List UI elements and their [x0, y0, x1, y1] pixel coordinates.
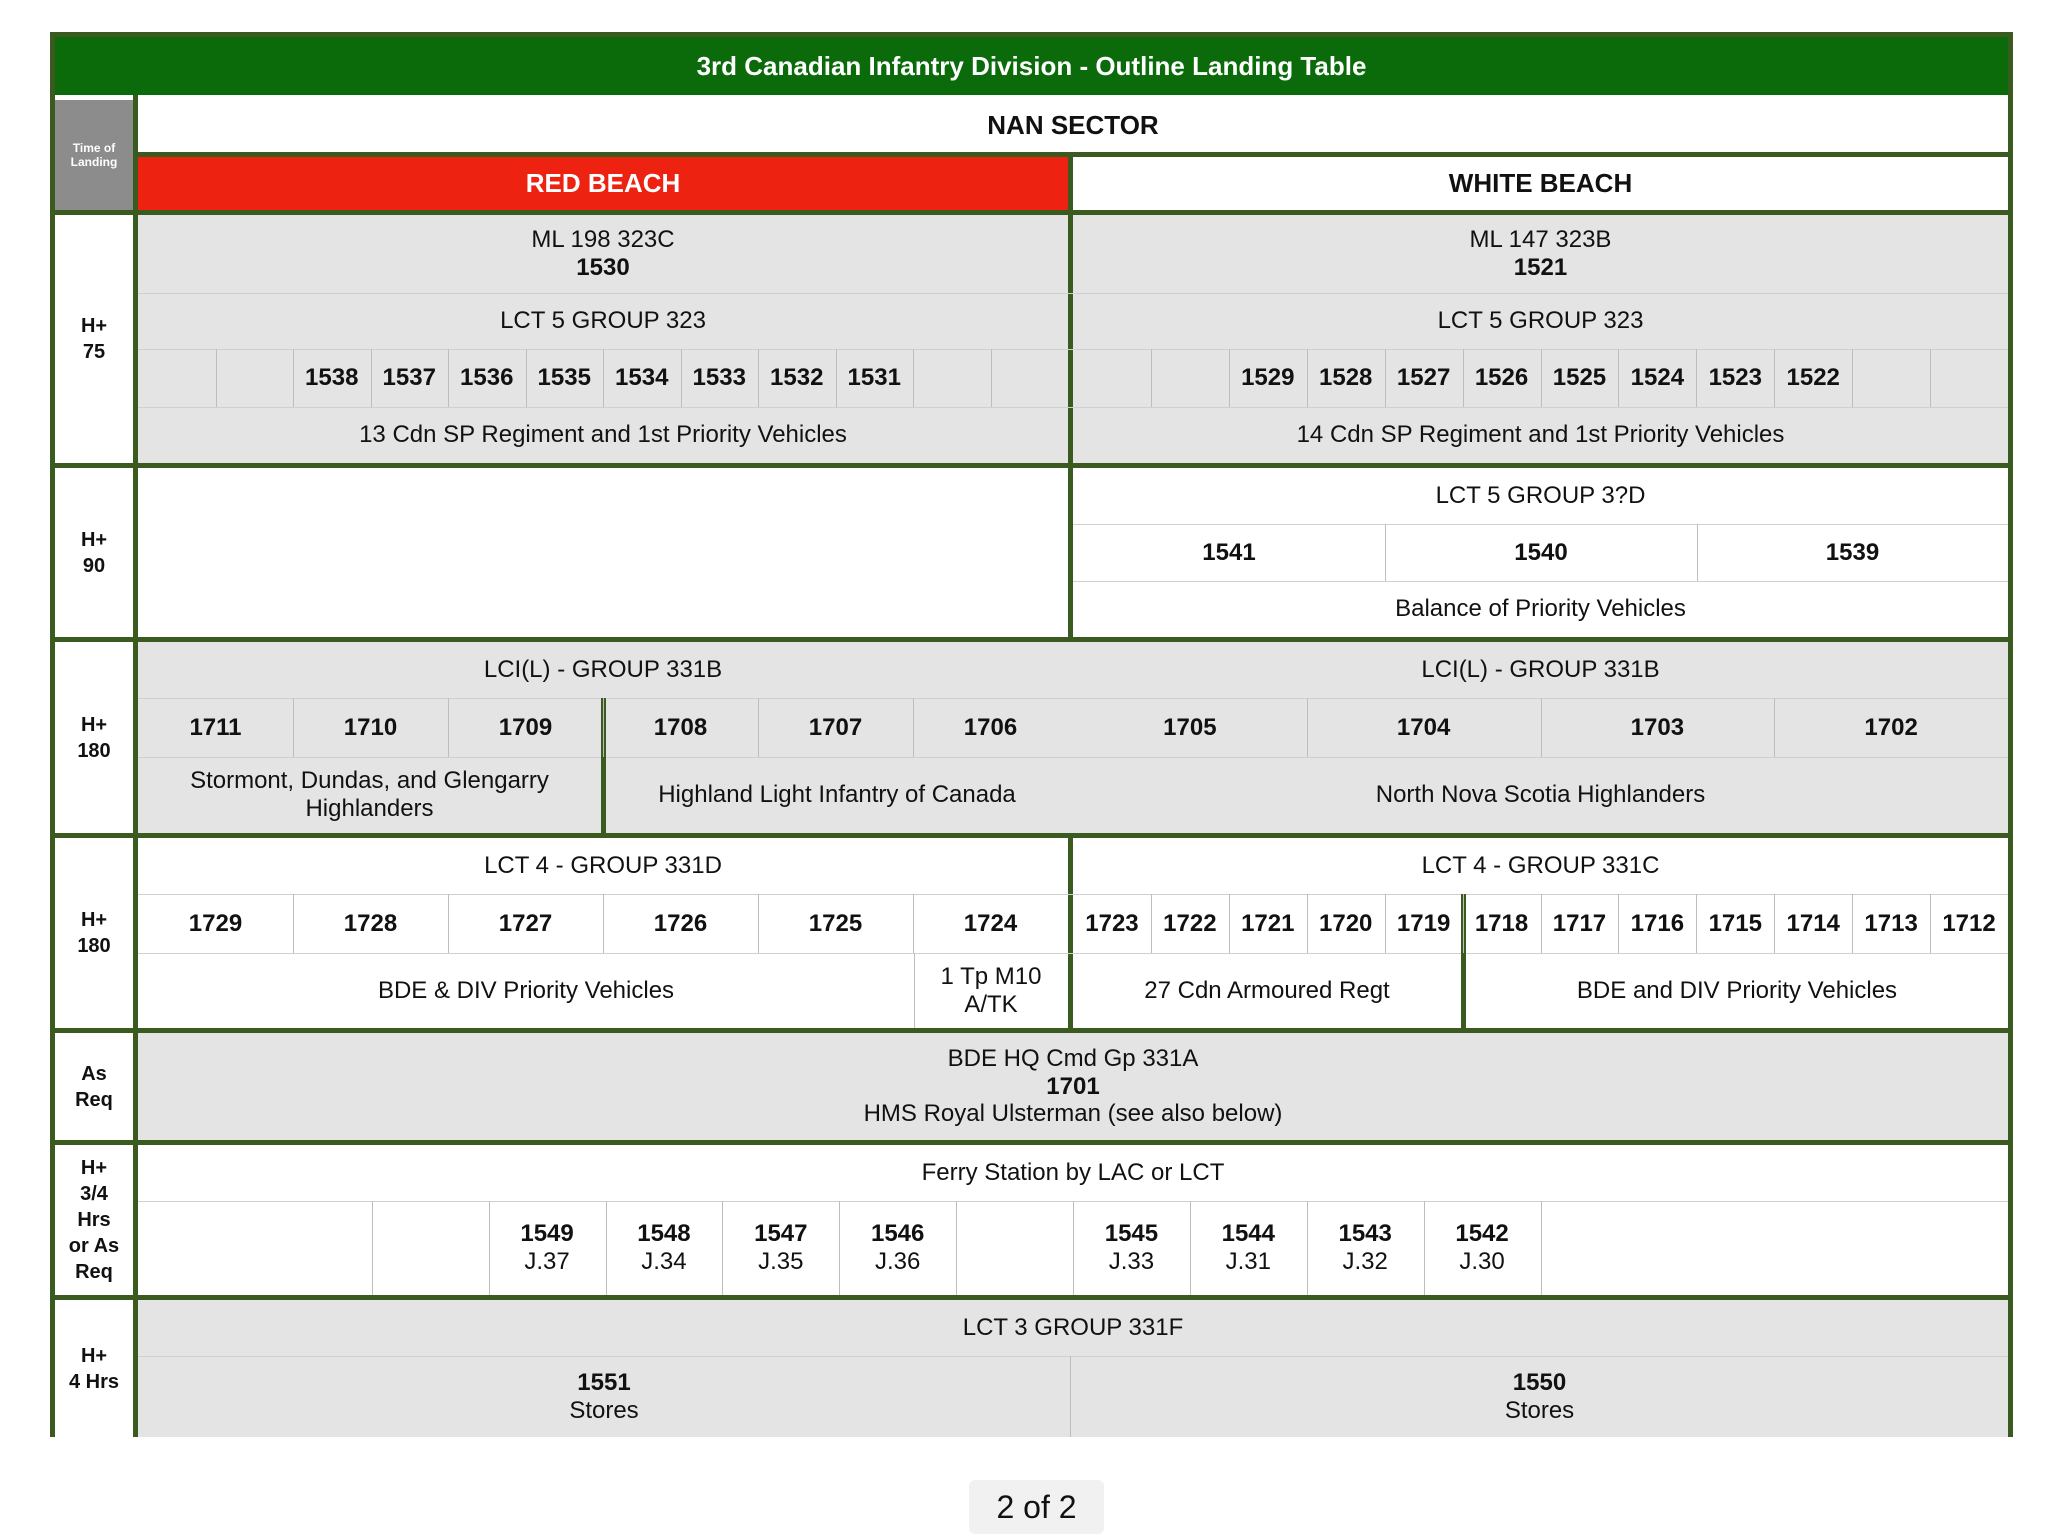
red-h180b-desc-right [914, 953, 1068, 1028]
h4-group [138, 1300, 2008, 1356]
white-h180b-group [1073, 838, 2008, 894]
empty-cell [138, 1201, 255, 1295]
hq-number: 1701 [1046, 1072, 1100, 1100]
red-h180b-desc-left [138, 953, 914, 1028]
ferry-cell [722, 1201, 839, 1295]
ferry-number: 1543 [1338, 1220, 1392, 1248]
empty-cell [1541, 1201, 1658, 1295]
red-h180a-group [138, 642, 1068, 698]
time-label: H+ 180 [77, 909, 111, 957]
desc-label: BDE & DIV Priority Vehicles [377, 976, 675, 1004]
stores-label: Stores [569, 1396, 639, 1424]
time-label: As Req [75, 1062, 113, 1111]
group-label: LCT 5 GROUP 323 [1437, 307, 1644, 335]
number-cell: 1525 [1552, 364, 1607, 392]
group-label: LCI(L) - GROUP 331B [1421, 656, 1660, 684]
empty-cell [372, 1201, 489, 1295]
time-of-landing-header: Time of Landing [55, 100, 133, 210]
number-cell: 1531 [847, 364, 901, 392]
number-cell: 1524 [1630, 364, 1685, 392]
number-cell: 1529 [1241, 364, 1295, 392]
number-cell: 1709 [498, 713, 553, 741]
desc-label: Balance of Priority Vehicles [1395, 595, 1686, 623]
group-label: LCI(L) - GROUP 331B [483, 656, 723, 684]
number-cell: 1716 [1630, 909, 1685, 937]
time-label: H+ 4 Hrs [68, 1344, 120, 1393]
sector-header [138, 100, 2008, 152]
table-title: 3rd Canadian Infantry Division - Outline Landing Table [55, 37, 2008, 95]
number-cell: 1704 [1396, 713, 1451, 741]
empty-cell [1657, 1201, 1774, 1295]
ferry-j: J.32 [1342, 1248, 1388, 1275]
desc-label: 1 Tp M10 [940, 962, 1042, 990]
group-label: LCT 4 - GROUP 331C [1421, 852, 1660, 880]
group-label: LCT 5 GROUP 3?D [1435, 482, 1646, 510]
ferry-j: J.35 [758, 1248, 804, 1275]
ferry-cell [606, 1201, 723, 1295]
hq-label: BDE HQ Cmd Gp 331A [947, 1045, 1199, 1073]
number-cell: 1541 [1202, 538, 1256, 566]
empty-cell [1852, 349, 1930, 407]
ferry-j: J.30 [1459, 1248, 1505, 1275]
ferry-number: 1547 [754, 1220, 808, 1248]
number-cell: 1535 [537, 364, 591, 392]
empty-cell [216, 349, 294, 407]
number-cell: 1533 [692, 364, 746, 392]
empty-cell [1774, 1201, 1891, 1295]
number-cell: 1727 [498, 909, 553, 937]
number-cell: 1526 [1474, 364, 1529, 392]
number-cell: 1702 [1864, 713, 1918, 741]
ferry-number: 1548 [637, 1220, 691, 1248]
stores-number: 1551 [577, 1368, 631, 1396]
number-cell: 1713 [1864, 909, 1918, 937]
empty-cell [255, 1201, 372, 1295]
time-as-req [55, 1033, 133, 1140]
number-cell: 1710 [343, 713, 398, 741]
time-label: H+ 3/4 Hrs or As Req [68, 1157, 120, 1283]
ferry-cell [1307, 1201, 1424, 1295]
white-desc-cell [1073, 407, 2008, 463]
time-h4 [55, 1300, 133, 1437]
ferry-j: J.31 [1225, 1248, 1271, 1275]
sector-label: NAN SECTOR [987, 110, 1159, 141]
number-cell: 1536 [460, 364, 514, 392]
ferry-j: J.34 [641, 1248, 687, 1275]
time-label: H+ 75 [80, 315, 108, 363]
empty-cell [913, 349, 991, 407]
hq-ship: HMS Royal Ulsterman (see also below) [863, 1100, 1283, 1128]
red-ml-cell [138, 215, 1068, 293]
ml-number: 1530 [576, 254, 630, 281]
time-h90 [55, 468, 133, 637]
time-label: H+ 90 [80, 528, 108, 577]
number-cell: 1705 [1163, 713, 1217, 741]
ferry-number: 1544 [1221, 1220, 1275, 1248]
desc-label: North Nova Scotia Highlanders [1375, 781, 1706, 809]
number-cell: 1720 [1319, 909, 1373, 937]
number-cell: 1703 [1630, 713, 1685, 741]
number-cell: 1718 [1474, 909, 1529, 937]
red-stores-cell [138, 1356, 1070, 1437]
number-cell: 1717 [1552, 909, 1607, 937]
white-stores-cell [1071, 1356, 2008, 1437]
time-h180-lci [55, 642, 133, 833]
desc-label: 13 Cdn SP Regiment and 1st Priority Vehicles [359, 421, 847, 449]
red-beach-label: RED BEACH [525, 167, 681, 198]
number-cell: 1721 [1241, 909, 1295, 937]
ferry-header [138, 1145, 2008, 1201]
ml-number: 1521 [1513, 254, 1568, 281]
white-h180b-desc-right [1466, 953, 2008, 1028]
number-cell: 1706 [963, 713, 1018, 741]
red-h180b-group [138, 838, 1068, 894]
red-beach-header [138, 157, 1068, 210]
white-h180a-group [1073, 642, 2008, 698]
white-h90-group [1073, 468, 2008, 524]
white-h180b-desc-left [1073, 953, 1461, 1028]
desc-label: Stormont, Dundas, and Glengarry Highlanders [190, 767, 549, 822]
number-cell: 1537 [382, 364, 436, 392]
ml-label: ML 147 323B [1469, 226, 1612, 254]
red-h180a-desc-right [606, 757, 1068, 833]
ferry-cell [489, 1201, 606, 1295]
desc-label: 27 Cdn Armoured Regt [1144, 976, 1390, 1004]
empty-cell [991, 349, 1069, 407]
number-cell: 1712 [1942, 909, 1996, 937]
number-cell: 1715 [1708, 909, 1762, 937]
landing-table [50, 32, 2013, 1437]
number-cell: 1726 [653, 909, 708, 937]
red-group-cell [138, 293, 1068, 349]
ferry-cell [1190, 1201, 1307, 1295]
time-h180-lct [55, 838, 133, 1028]
number-cell: 1725 [808, 909, 863, 937]
red-h90-empty [138, 468, 1068, 637]
number-cell: 1538 [305, 364, 359, 392]
number-cell: 1728 [343, 909, 398, 937]
ferry-number: 1549 [520, 1220, 574, 1248]
number-cell: 1714 [1786, 909, 1840, 937]
number-cell: 1722 [1163, 909, 1217, 937]
stores-label: Stores [1504, 1396, 1575, 1424]
empty-cell [956, 1201, 1073, 1295]
ferry-cell [1424, 1201, 1541, 1295]
number-cell: 1534 [615, 364, 669, 392]
ferry-cell [839, 1201, 956, 1295]
red-h180a-desc-left [138, 757, 601, 833]
red-desc-cell [138, 407, 1068, 463]
empty-cell [1073, 349, 1151, 407]
as-req-cell [138, 1033, 2008, 1140]
number-cell: 1711 [189, 713, 242, 741]
ferry-number: 1546 [870, 1220, 925, 1248]
ferry-cell [1073, 1201, 1190, 1295]
ferry-j: J.33 [1108, 1248, 1155, 1275]
stores-number: 1550 [1512, 1368, 1567, 1396]
desc-label: Highland Light Infantry of Canada [658, 781, 1016, 809]
number-cell: 1708 [653, 713, 708, 741]
number-cell: 1532 [770, 364, 824, 392]
time-label: H+ 180 [77, 713, 111, 762]
white-ml-cell [1073, 215, 2008, 293]
desc-label: A/TK [964, 990, 1018, 1018]
number-cell: 1528 [1319, 364, 1373, 392]
number-cell: 1539 [1825, 538, 1880, 566]
white-h180a-desc [1073, 757, 2008, 833]
desc-label: BDE and DIV Priority Vehicles [1576, 976, 1898, 1004]
time-h75 [55, 215, 133, 463]
number-cell: 1540 [1514, 538, 1568, 566]
number-cell: 1527 [1396, 364, 1451, 392]
empty-cell [1891, 1201, 2008, 1295]
ferry-j: J.36 [875, 1248, 921, 1275]
group-label: LCT 4 - GROUP 331D [484, 852, 722, 880]
empty-cell [138, 349, 216, 407]
white-beach-header [1073, 157, 2008, 210]
number-cell: 1522 [1786, 364, 1840, 392]
ferry-label: Ferry Station by LAC or LCT [921, 1159, 1225, 1187]
number-cell: 1707 [808, 713, 863, 741]
group-label: LCT 3 GROUP 331F [962, 1314, 1184, 1342]
number-cell: 1719 [1396, 909, 1451, 937]
number-cell: 1724 [963, 909, 1018, 937]
ferry-number: 1545 [1104, 1220, 1159, 1248]
empty-cell [1930, 349, 2008, 407]
time-ferry [55, 1145, 133, 1295]
white-beach-label: WHITE BEACH [1448, 167, 1633, 198]
group-label: LCT 5 GROUP 323 [500, 307, 706, 335]
number-cell: 1723 [1085, 909, 1139, 937]
number-cell: 1523 [1708, 364, 1762, 392]
number-cell: 1729 [188, 909, 243, 937]
divider [138, 152, 2008, 157]
ferry-number: 1542 [1455, 1220, 1509, 1248]
ferry-j: J.37 [524, 1248, 570, 1275]
ml-label: ML 198 323C [531, 226, 675, 254]
page-indicator: 2 of 2 [969, 1480, 1104, 1534]
white-group-cell [1073, 293, 2008, 349]
desc-label: 14 Cdn SP Regiment and 1st Priority Vehicles [1296, 421, 1785, 449]
empty-cell [1151, 349, 1229, 407]
white-h90-desc [1073, 581, 2008, 637]
